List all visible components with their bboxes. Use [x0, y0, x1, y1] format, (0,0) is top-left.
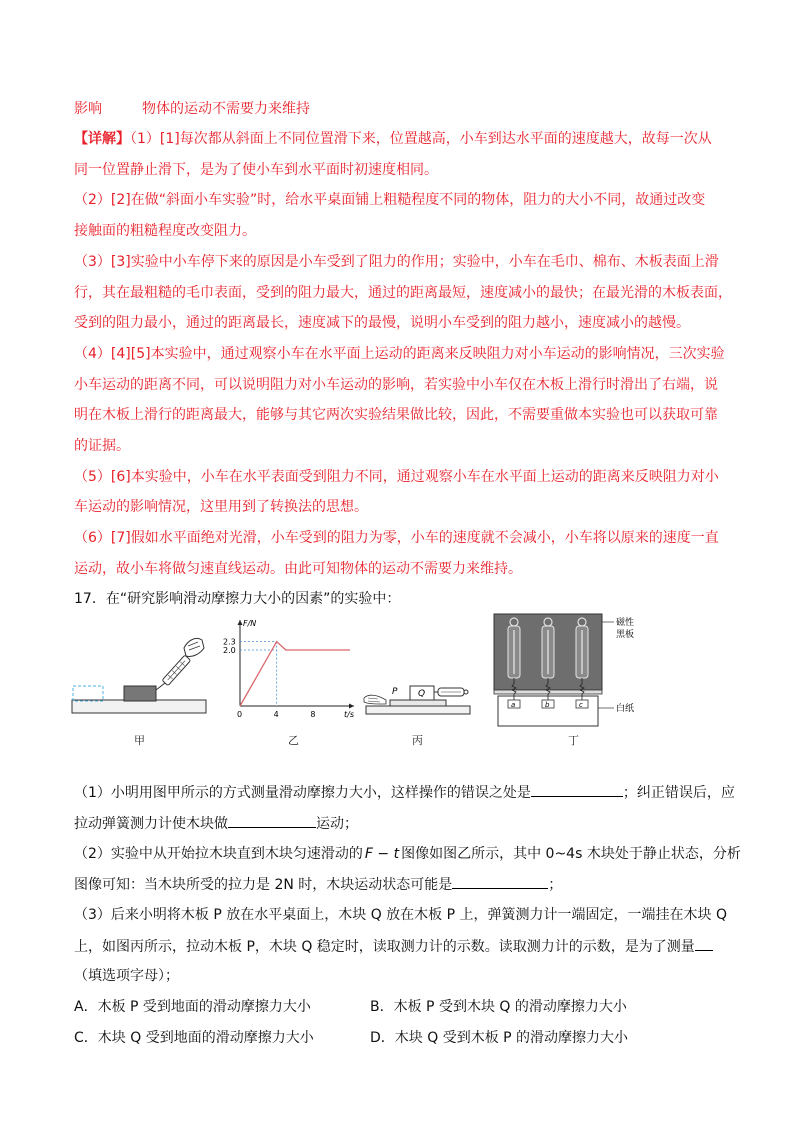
answer-text: 物体的运动不需要力来维持 [142, 101, 310, 117]
ding-scale-b [542, 618, 554, 708]
detail-p4-line3: 明在木板上滑行的距离最大，能够与其它两次实验结果做比较，因此，不需要重做本实验也可以获取可靠 [74, 407, 718, 423]
q3-line3: （填选项字母）； [74, 968, 179, 984]
chart-y-arrow [238, 620, 243, 625]
ding-scale-a [508, 618, 520, 708]
jia-hand [184, 638, 204, 656]
ding-label-c: c [579, 701, 583, 709]
figure-jia [70, 628, 210, 720]
q2-ft: F − t [364, 846, 400, 862]
detail-p1-line1: 【详解】（1）[1]每次都从斜面上不同位置滑下来，位置越高，小车到达水平面的速度越大，故每一次从 [74, 131, 712, 147]
q2-line1: （2）实验中从开始拉木块直到木块匀速滑动的 F − t 图像如图乙所示，其中 0~4s 木块处于静止状态，分析 [74, 846, 741, 862]
figure-bing [362, 672, 472, 720]
jia-wood-block [124, 686, 156, 701]
detail-p4-line1: （4）[4][5]本实验中，通过观察小车在水平面上运动的距离来反映阻力对小车运动的影响情况，三次实验 [74, 346, 725, 362]
q1-line2: 拉动弹簧测力计使木块做 运动； [74, 813, 358, 834]
chart-x-tick-8: 8 [310, 710, 316, 719]
option-b: B．木板 P 受到木块 Q 的滑动摩擦力大小 [370, 999, 627, 1015]
detail-p3-line1: （3）[3]实验中小车停下来的原因是小车受到了阻力的作用；实验中，小车在毛巾、棉布、木板表面上滑 [74, 254, 719, 270]
chart-x-tick-4: 4 [273, 710, 279, 719]
option-d: D．木块 Q 受到木板 P 的滑动摩擦力大小 [370, 1030, 629, 1046]
caption-ding: 丁 [568, 734, 579, 747]
chart-x-label: t/s [344, 710, 354, 719]
bing-label-p: P [392, 687, 398, 697]
q3-blank[interactable] [695, 936, 713, 951]
detail-p4-line4: 的证据。 [74, 438, 130, 454]
ding-board-label-1: 磁性 [616, 618, 635, 628]
ding-scale-c [576, 618, 588, 708]
detail-p2-line2: 接触面的粗糙程度改变阻力。 [74, 223, 256, 239]
chart-y-label: F/N [243, 619, 257, 628]
detail-p4-line2: 小车运动的距离不同，可以说明阻力对小车运动的影响，若实验中小车仅在木板上滑行时滑出了右端，说 [74, 377, 718, 393]
bing-spring-scale [438, 688, 468, 696]
option-c: C．木块 Q 受到地面的滑动摩擦力大小 [74, 1030, 314, 1046]
q2-line2: 图像可知：当木块所受的拉力是 2N 时，木块运动状态可能是 ； [74, 874, 562, 895]
detail-p6-line2: 运动，故小车将做匀速直线运动。由此可知物体的运动不需要力来维持。 [74, 561, 522, 577]
detail-p5-line2: 车运动的影响情况，这里用到了转换法的思想。 [74, 499, 368, 515]
jia-spring-scale [162, 655, 191, 686]
bing-label-q: Q [418, 689, 426, 699]
detail-label: 【详解】 [74, 131, 130, 147]
figure-ding [490, 612, 665, 730]
detail-p1-line2: 同一位置静止滑下，是为了使小车到水平面时初速度相同。 [74, 162, 438, 178]
q1-blank-1[interactable] [531, 782, 623, 797]
jia-string [156, 683, 165, 690]
caption-jia: 甲 [134, 734, 145, 747]
detail-p3-line2: 行，其在最粗糙的毛巾表面，受到的阻力最大，通过的距离最短，速度减小的最快；在最光滑的木板表面， [74, 285, 732, 301]
chart-x-tick-0: 0 [237, 710, 243, 719]
bing-table [366, 706, 470, 714]
detail-p3-line3: 受到的阻力最小，通过的距离最长，速度减下的最慢，说明小车受到的阻力越小，速度减小的越慢。 [74, 315, 690, 331]
bing-board-p [390, 700, 446, 706]
jia-dashed-block [73, 686, 103, 701]
answer-tag: 影响 [74, 101, 102, 117]
bing-hand [364, 695, 386, 704]
chart-series-line-0 [240, 642, 350, 706]
detail-p5-line1: （5）[6]本实验中，小车在水平表面受到阻力不同，通过观察小车在水平面上运动的距离来反映阻力对小 [74, 469, 719, 485]
q3-line2: 上，如图丙所示，拉动木板 P，木块 Q 稳定时，读取测力计的示数。读取测力计的示数，是为了测量 [74, 936, 713, 957]
chart-x-arrow [349, 704, 354, 709]
q3-line1: （3）后来小明将木板 P 放在水平桌面上，木块 Q 放在木板 P 上，弹簧测力计一端固定，一端挂在木块 Q [74, 907, 727, 923]
answer-line [74, 99, 310, 119]
q2-blank[interactable] [452, 874, 548, 889]
detail-p6-line1: （6）[7]假如水平面绝对光滑，小车受到的阻力为零，小车的速度就不会减小，小车将以原来的速度一直 [74, 530, 719, 546]
detail-p2-line1: （2）[2]在做“斜面小车实验”时，给水平桌面铺上粗糙程度不同的物体，阻力的大小不同，故通过改变 [74, 192, 706, 208]
chart-y-tick-2.3: 2.3 [223, 637, 236, 647]
ding-label-b: b [545, 701, 550, 709]
q1-blank-2[interactable] [228, 813, 316, 828]
chart-y-tick-2.0: 2.0 [223, 646, 236, 655]
question-title: 17．在“研究影响滑动摩擦力大小的因素”的实验中： [74, 591, 401, 607]
figure-yi-chart [218, 614, 363, 726]
jia-table [72, 700, 206, 713]
q1-line1: （1）小明用图甲所示的方式测量滑动摩擦力大小，这样操作的错误之处是 ；纠正错误后，应 [74, 782, 735, 803]
caption-bing: 丙 [412, 734, 423, 747]
caption-yi: 乙 [288, 734, 299, 747]
ding-board-label-2: 黑板 [616, 630, 635, 640]
ding-label-a: a [511, 701, 516, 709]
ding-paper-label: 白纸 [616, 704, 635, 714]
option-a: A．木板 P 受到地面的滑动摩擦力大小 [74, 999, 311, 1015]
